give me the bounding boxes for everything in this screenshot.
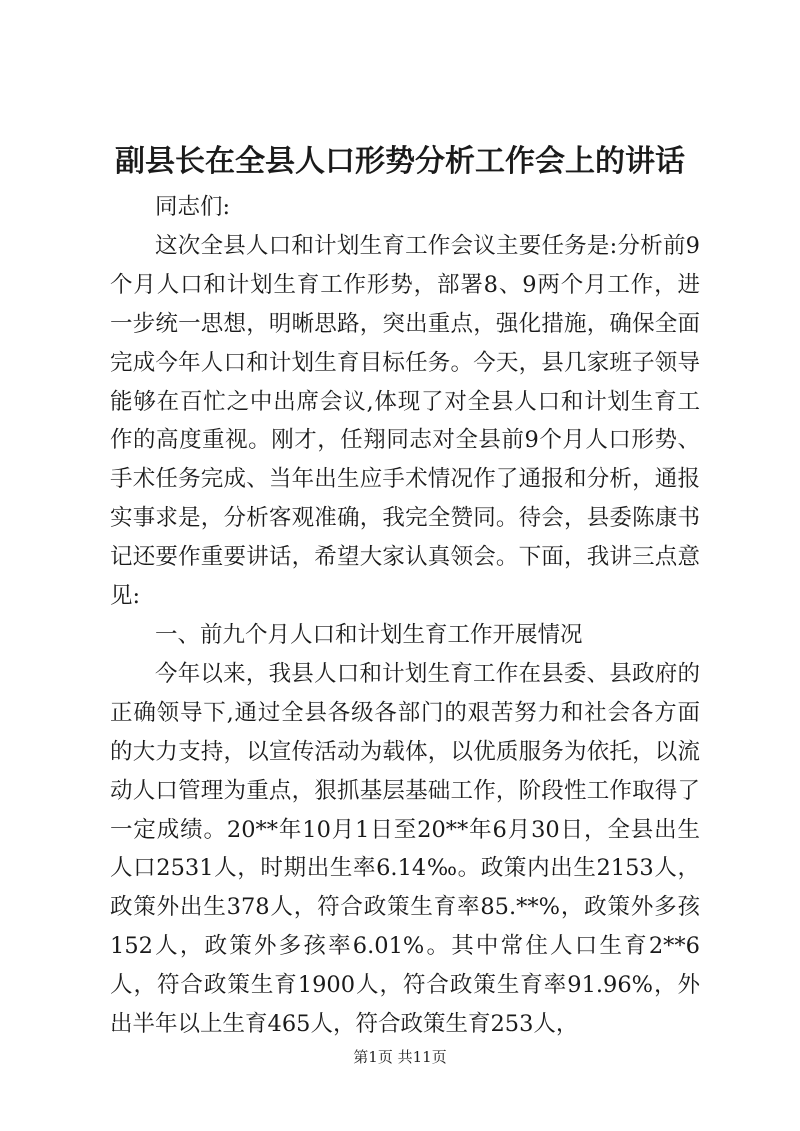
intro-paragraph: 这次全县人口和计划生育工作会议主要任务是:分析前9个月人口和计划生育工作形势，部署8、9两个月工作，进一步统一思想，明晰思路，突出重点，强化措施，确保全面完成今年人口和计划生育目标任务。今天，县几家班子领导能够在百忙之中出席会议,体现了对全县人口和计划生育工作的高度重视。刚才，任翔同志对全县前9个月人口形势、手术任务完成、当年出生应手术情况作了通报和分析，通报实事求是，分析客观准确，我完全赞同。待会，县委陈康书记还要作重要讲话，希望大家认真领会。下面，我讲三点意见: bbox=[110, 232, 700, 610]
section-paragraph: 今年以来，我县人口和计划生育工作在县委、县政府的正确领导下,通过全县各级各部门的艰苦努力和社会各方面的大力支持，以宣传活动为载体，以优质服务为依托，以流动人口管理为重点，狠抓基层基础工作，阶段性工作取得了一定成绩。20**年10月1日至20**年6月30日，全县出生人口2531人，时期出生率6.14‰。政策内出生2153人，政策外出生378人，符合政策生育率85.**%，政策外多孩152人，政策外多孩率6.01%。其中常住人口生育2**6人，符合政策生育1900人，符合政策生育率91.96%，外出半年以上生育465人，符合政策生育253人， bbox=[110, 660, 700, 1038]
page-footer: 第1页 共11页 bbox=[353, 1048, 447, 1066]
section-heading: 一、前九个月人口和计划生育工作开展情况 bbox=[155, 621, 583, 648]
document-title: 副县长在全县人口形势分析工作会上的讲话 bbox=[115, 144, 685, 179]
document-body bbox=[110, 188, 700, 1044]
salutation-paragraph: 同志们: bbox=[155, 194, 231, 220]
